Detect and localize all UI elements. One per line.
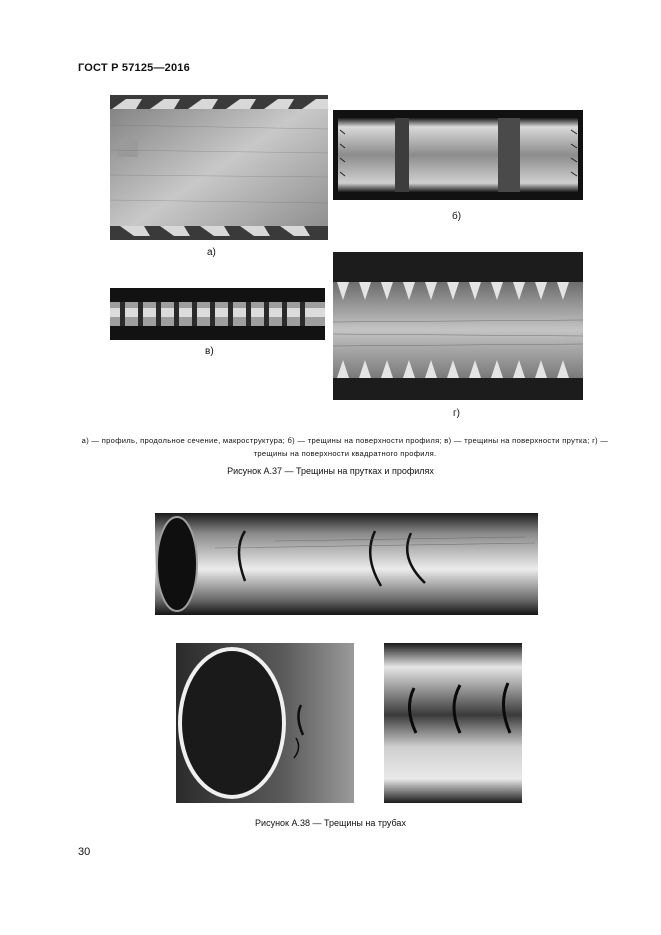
photo-tube-long: [155, 513, 538, 615]
label-a: а): [207, 247, 216, 258]
photo-profile-section: [110, 95, 328, 240]
label-g: г): [453, 408, 460, 419]
photo-square-profile: [333, 252, 583, 400]
figure-a37-legend: а) — профиль, продольное сечение, макроструктура; б) — трещины на поверхности профиля; в) — трещины на поверхности прутка; г) — трещины на поверхности квадратного профиля.: [81, 436, 609, 458]
figure-a37-title: Рисунок А.37 — Трещины на прутках и профилях: [227, 466, 434, 476]
photo-bar-surface: [110, 288, 325, 340]
label-v: в): [205, 346, 214, 357]
label-b: б): [452, 211, 462, 222]
photo-tube-end: [176, 643, 354, 803]
document-header: ГОСТ Р 57125—2016: [78, 62, 190, 74]
figure-a38-title: Рисунок А.38 — Трещины на трубах: [255, 818, 406, 828]
photo-tube-surface: [384, 643, 522, 803]
photo-profile-surface: [333, 110, 583, 200]
page-number: 30: [78, 846, 91, 858]
